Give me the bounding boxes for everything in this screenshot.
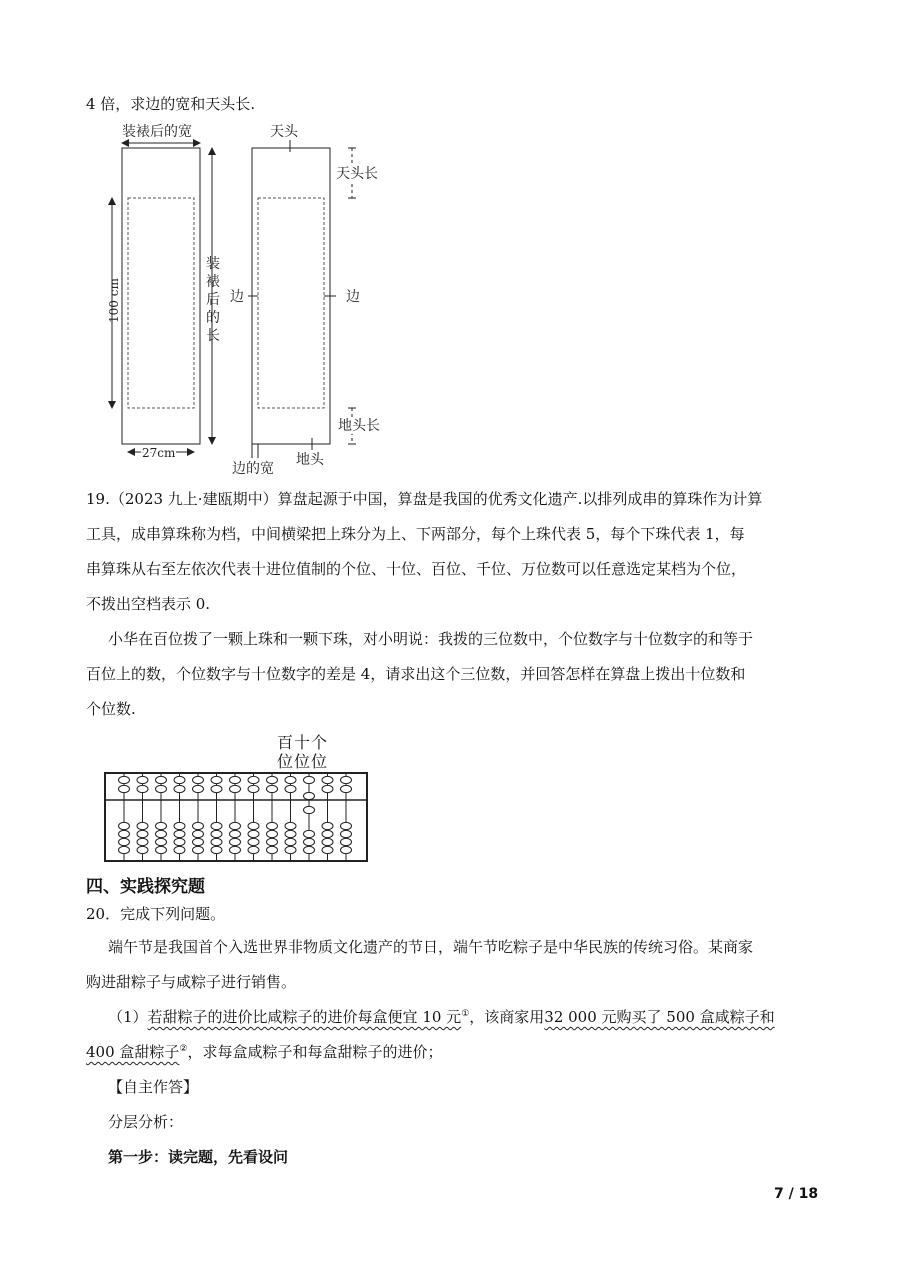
abacus-bead xyxy=(119,830,130,837)
abacus-bead xyxy=(248,830,259,837)
abacus-bead xyxy=(174,838,185,845)
abacus-bead xyxy=(156,785,167,792)
abacus-bead xyxy=(193,822,204,829)
abacus-bead xyxy=(304,776,315,783)
label-side-left: 边 xyxy=(230,289,244,305)
wavy-underline: 400 盒甜粽子 xyxy=(86,1043,180,1061)
abacus-bead xyxy=(267,822,278,829)
abacus-bead xyxy=(230,776,241,783)
abacus-bead xyxy=(174,830,185,837)
abacus-bead xyxy=(248,846,259,853)
step1-label: 第一步：读完题，先看设问 xyxy=(108,1148,289,1166)
abacus-bead xyxy=(119,776,130,783)
abacus-bead xyxy=(119,785,130,792)
wavy-underline: 32 000 元购买了 500 盒咸粽子和 xyxy=(544,1008,775,1026)
abacus-bead xyxy=(304,792,315,799)
q19-line: 工具，成串算珠称为档，中间横梁把上珠分为上、下两部分，每个上珠代表 5，每个下珠代表 1，每 xyxy=(86,525,745,543)
abacus-bead xyxy=(137,838,148,845)
q20-part1-cont: 400 盒甜粽子②，求每盒咸粽子和每盒甜粽子的进价； xyxy=(86,1043,443,1061)
label-bottom-length: 地头长 xyxy=(338,418,380,434)
abacus-bead xyxy=(211,776,222,783)
q19-line: 百位上的数，个位数字与十位数字的差是 4，请求出这个三位数，并回答怎样在算盘上拨出十位数和 xyxy=(86,665,746,683)
q20-part1: （1）若甜粽子的进价比咸粽子的进价每盒便宜 10 元①，该商家用32 000 元购买了 500 盒咸粽子和 xyxy=(108,1008,775,1026)
abacus-bead xyxy=(285,785,296,792)
right-scroll-painting xyxy=(258,198,324,408)
label-100cm: 100 cm xyxy=(107,278,121,323)
abacus-bead xyxy=(248,776,259,783)
q20-line: 端午节是我国首个入选世界非物质文化遗产的节日，端午节吃粽子是中华民族的传统习俗。某商家 xyxy=(108,938,754,956)
abacus-bead xyxy=(119,846,130,853)
abacus-bead xyxy=(230,846,241,853)
scroll-diagram xyxy=(100,118,410,480)
abacus-bead xyxy=(248,838,259,845)
abacus-bead xyxy=(304,846,315,853)
abacus-bead xyxy=(304,838,315,845)
abacus-bead xyxy=(285,846,296,853)
q19-line: 19.（2023 九上·建瓯期中）算盘起源于中国，算盘是我国的优秀文化遗产.以排列成串的算珠作为计算 xyxy=(86,490,763,508)
abacus-bead xyxy=(341,776,352,783)
abacus-bead xyxy=(322,785,333,792)
abacus-bead xyxy=(211,785,222,792)
q20-intro: 20．完成下列问题。 xyxy=(86,905,226,923)
abacus-figure xyxy=(104,772,368,862)
abacus-bead xyxy=(267,838,278,845)
abacus-bead xyxy=(119,838,130,845)
abacus-bead xyxy=(304,830,315,837)
abacus-bead xyxy=(211,830,222,837)
wavy-underline: 若甜粽子的进价比咸粽子的进价每盒便宜 10 元 xyxy=(147,1008,462,1026)
circled-two: ② xyxy=(179,1044,188,1054)
abacus-bead xyxy=(193,785,204,792)
abacus-bead xyxy=(119,822,130,829)
q19-line: 小华在百位拨了一颗上珠和一颗下珠，对小明说：我拨的三位数中，个位数字与十位数字的和等于 xyxy=(108,630,754,648)
abacus-bead xyxy=(341,830,352,837)
circled-one: ① xyxy=(461,1009,470,1019)
abacus-bead xyxy=(137,822,148,829)
right-scroll-outline xyxy=(252,148,330,444)
abacus-bead xyxy=(230,785,241,792)
abacus-bead xyxy=(248,785,259,792)
question-19 xyxy=(86,482,821,727)
q19-line: 不拨出空档表示 0. xyxy=(86,595,211,613)
abacus-bead xyxy=(137,785,148,792)
q19-line: 个位数. xyxy=(86,700,136,718)
q19-line: 串算珠从右至左依次代表十进位值制的个位、十位、百位、千位、万位数可以任意选定某档为个位， xyxy=(86,560,747,578)
abacus-bead xyxy=(267,830,278,837)
abacus-bead xyxy=(322,838,333,845)
left-scroll-painting xyxy=(128,198,194,408)
abacus-bead xyxy=(137,846,148,853)
abacus-label-bottom: 位位位 xyxy=(277,752,329,771)
abacus-bead xyxy=(322,830,333,837)
abacus-bead xyxy=(285,822,296,829)
abacus-bead xyxy=(193,776,204,783)
abacus-bead xyxy=(156,776,167,783)
q20-line: 购进甜粽子与咸粽子进行销售。 xyxy=(86,973,297,991)
abacus-bead xyxy=(230,830,241,837)
q20-paragraph xyxy=(86,930,821,1175)
abacus-bead xyxy=(174,785,185,792)
abacus-bead xyxy=(174,776,185,783)
section-title: 四、实践探究题 xyxy=(86,877,205,897)
abacus-bead xyxy=(137,830,148,837)
label-length-after: 装 裱 后 的 长 xyxy=(206,256,220,344)
abacus-bead xyxy=(174,822,185,829)
self-answer-label: 【自主作答】 xyxy=(108,1078,199,1096)
abacus-bead xyxy=(322,846,333,853)
abacus-bead xyxy=(193,838,204,845)
label-top: 天头 xyxy=(270,124,298,140)
abacus-bead xyxy=(230,838,241,845)
abacus-bead xyxy=(156,846,167,853)
abacus-place-labels xyxy=(277,733,328,771)
abacus-bead xyxy=(248,822,259,829)
abacus-bead xyxy=(211,822,222,829)
abacus-bead xyxy=(156,838,167,845)
page-number: 7 / 18 xyxy=(774,1186,819,1202)
abacus-bead xyxy=(285,830,296,837)
abacus-bead xyxy=(341,838,352,845)
abacus-bead xyxy=(285,838,296,845)
abacus-bead xyxy=(267,846,278,853)
abacus-bead xyxy=(341,846,352,853)
abacus-bead xyxy=(304,806,315,813)
abacus-bead xyxy=(174,846,185,853)
label-27cm: 27cm xyxy=(142,446,176,460)
label-width-after: 装裱后的宽 xyxy=(122,124,192,140)
abacus-bead xyxy=(341,785,352,792)
label-bottom: 地头 xyxy=(296,452,324,468)
abacus-bead xyxy=(156,830,167,837)
abacus-bead xyxy=(156,822,167,829)
abacus-bead xyxy=(230,822,241,829)
abacus-bead xyxy=(211,838,222,845)
abacus-bead xyxy=(211,846,222,853)
abacus-bead xyxy=(193,830,204,837)
layered-analysis-label: 分层分析： xyxy=(108,1113,184,1131)
abacus-rods xyxy=(119,774,352,860)
label-side-right: 边 xyxy=(346,289,360,305)
continuation-text: 4 倍，求边的宽和天头长. xyxy=(86,95,256,113)
left-scroll-outline xyxy=(122,148,200,444)
abacus-bead xyxy=(267,785,278,792)
abacus-bead xyxy=(322,776,333,783)
abacus-bead xyxy=(341,822,352,829)
label-side-width: 边的宽 xyxy=(232,461,274,477)
abacus-bead xyxy=(267,776,278,783)
label-top-length: 天头长 xyxy=(336,166,378,182)
abacus-bead xyxy=(137,776,148,783)
abacus-bead xyxy=(285,776,296,783)
abacus-bead xyxy=(193,846,204,853)
abacus-label-top: 百十个 xyxy=(277,733,329,752)
abacus-bead xyxy=(322,822,333,829)
